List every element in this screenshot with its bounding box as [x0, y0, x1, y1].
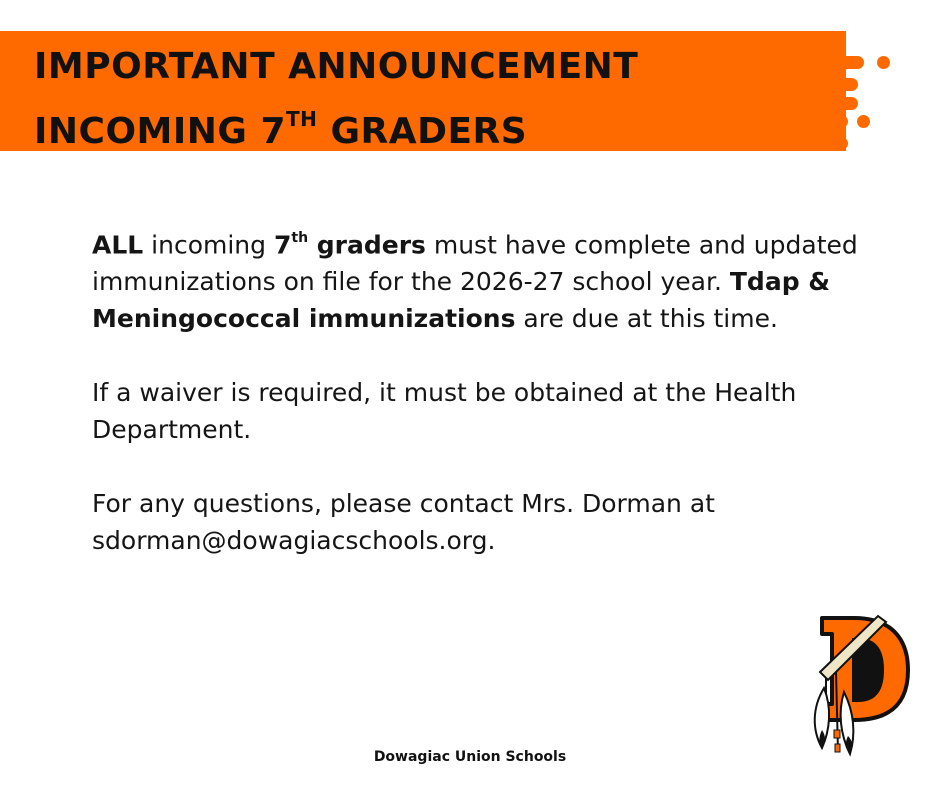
paragraph-requirement: [92, 222, 872, 337]
text-incoming: incoming: [143, 230, 274, 260]
feather-d-logo-icon: [808, 612, 914, 768]
emphasis-vaccines: Tdap & Meningococcal immunizations: [92, 267, 831, 334]
decor-streak-6: [812, 137, 848, 150]
paragraph-contact: For any questions, please contact Mrs. Dorman at sdorman@dowagiacschools.org.: [92, 489, 715, 556]
announcement-body: [92, 222, 872, 596]
decor-streak-2: [806, 56, 864, 69]
footer-org-name: Dowagiac Union Schools: [373, 749, 567, 765]
decor-dot-2: [857, 115, 870, 128]
title-superscript: TH: [286, 107, 318, 131]
title-line-2-prefix: INCOMING 7: [34, 111, 287, 152]
emphasis-all: ALL: [92, 230, 144, 260]
emphasis-graders: graders: [308, 230, 426, 260]
emphasis-grade: 7: [273, 230, 292, 260]
grade-superscript: th: [291, 230, 309, 246]
decor-streak-1: [816, 31, 846, 44]
title-line-2-suffix: GRADERS: [317, 111, 528, 152]
text-due: are due at this time.: [515, 304, 778, 334]
decor-streak-3: [818, 78, 858, 91]
title-line-1: IMPORTANT ANNOUNCEMENT: [34, 46, 639, 87]
announcement-title: [34, 38, 638, 160]
decor-dot-1: [877, 56, 890, 69]
paragraph-waiver: If a waiver is required, it must be obtained at the Health Department.: [92, 378, 797, 445]
decor-streak-5: [808, 115, 848, 128]
text-immunization-requirement: must have complete and updated immunizations on file for the 2026-27 school year.: [92, 230, 858, 297]
decor-streak-4: [786, 97, 858, 110]
